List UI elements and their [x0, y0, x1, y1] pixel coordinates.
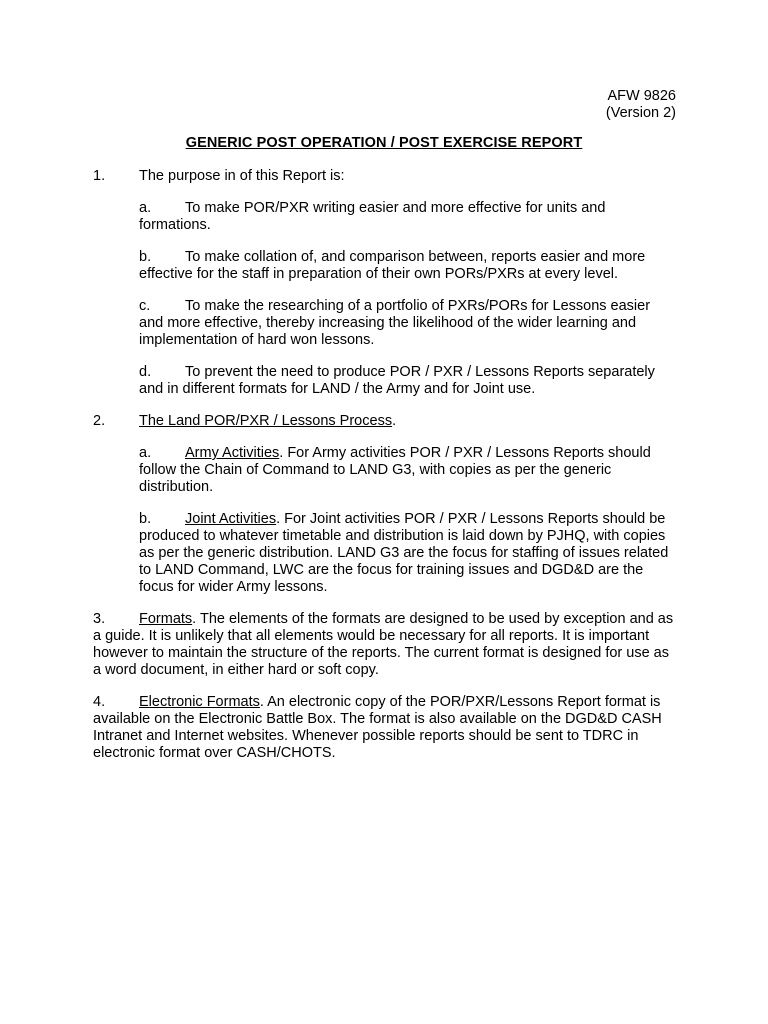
section-1-item-c [139, 298, 677, 349]
item-text: To make collation of, and comparison between, reports easier and more effective for the staff in preparation of their own PORs/PXRs at every level. [139, 249, 646, 282]
item-text: To make the researching of a portfolio of PXRs/PORs for Lessons easier and more effective, thereby increasing the likelihood of the wider learning and implementation of hard won lessons. [139, 298, 651, 348]
section-number: 2. [93, 413, 106, 429]
item-text: . For Joint activities POR / PXR / Lessons Reports should be produced to whatever timetable and distribution is laid down by PJHQ, with copies as per the generic distribution. LAND G3 are the focus for staffing of issues related to LAND Command, LWC are the focus for training issues and DGD&D are the focus for wider Army lessons. [139, 511, 669, 595]
section-2-item-b [139, 511, 677, 596]
section-text: . The elements of the formats are designed to be used by exception and as a guide. It is unlikely that all elements would be necessary for all reports. It is important however to maintain the structure of the reports. The current format is designed for use as a word document, in either hard or soft copy. [93, 611, 674, 678]
section-heading-text: The purpose in of this Report is: [139, 168, 345, 184]
section-3 [93, 611, 677, 679]
item-letter: d. [139, 364, 152, 380]
document-title: GENERIC POST OPERATION / POST EXERCISE REPORT [185, 135, 583, 151]
section-label: Electronic Formats [139, 694, 260, 710]
section-1-item-a [139, 200, 677, 234]
item-letter: a. [139, 445, 152, 461]
item-text: . For Army activities POR / PXR / Lessons Reports should follow the Chain of Command to LAND G3, with copies as per the generic distribution. [139, 445, 651, 495]
item-letter: a. [139, 200, 152, 216]
section-number: 1. [93, 168, 106, 184]
section-number: 3. [93, 611, 106, 627]
section-label: Formats [139, 611, 193, 627]
item-letter: c. [139, 298, 151, 314]
item-letter: b. [139, 249, 152, 265]
version-label: (Version 2) [605, 105, 676, 121]
section-heading-suffix: . [392, 413, 397, 429]
item-text: To make POR/PXR writing easier and more effective for units and formations. [139, 200, 606, 233]
document-body [93, 168, 677, 777]
section-1-heading [93, 168, 677, 185]
section-1-item-b [139, 249, 677, 283]
item-label: Army Activities [185, 445, 280, 461]
section-heading-text: The Land POR/PXR / Lessons Process [139, 413, 393, 429]
section-number: 4. [93, 694, 106, 710]
section-4 [93, 694, 677, 762]
reference-number: AFW 9826 [607, 88, 676, 104]
item-letter: b. [139, 511, 152, 527]
document-reference [606, 88, 676, 122]
item-label: Joint Activities [185, 511, 277, 527]
section-text: . An electronic copy of the POR/PXR/Lessons Report format is available on the Electronic Battle Box. The format is also available on the DGD&D CASH Intranet and Internet websites. Whenever possible reports should be sent to TDRC in electronic format over CASH/CHOTS. [93, 694, 662, 761]
section-2-heading [93, 413, 677, 430]
section-1-item-d [139, 364, 677, 398]
section-2-item-a [139, 445, 677, 496]
item-text: To prevent the need to produce POR / PXR / Lessons Reports separately and in different formats for LAND / the Army and for Joint use. [139, 364, 655, 397]
